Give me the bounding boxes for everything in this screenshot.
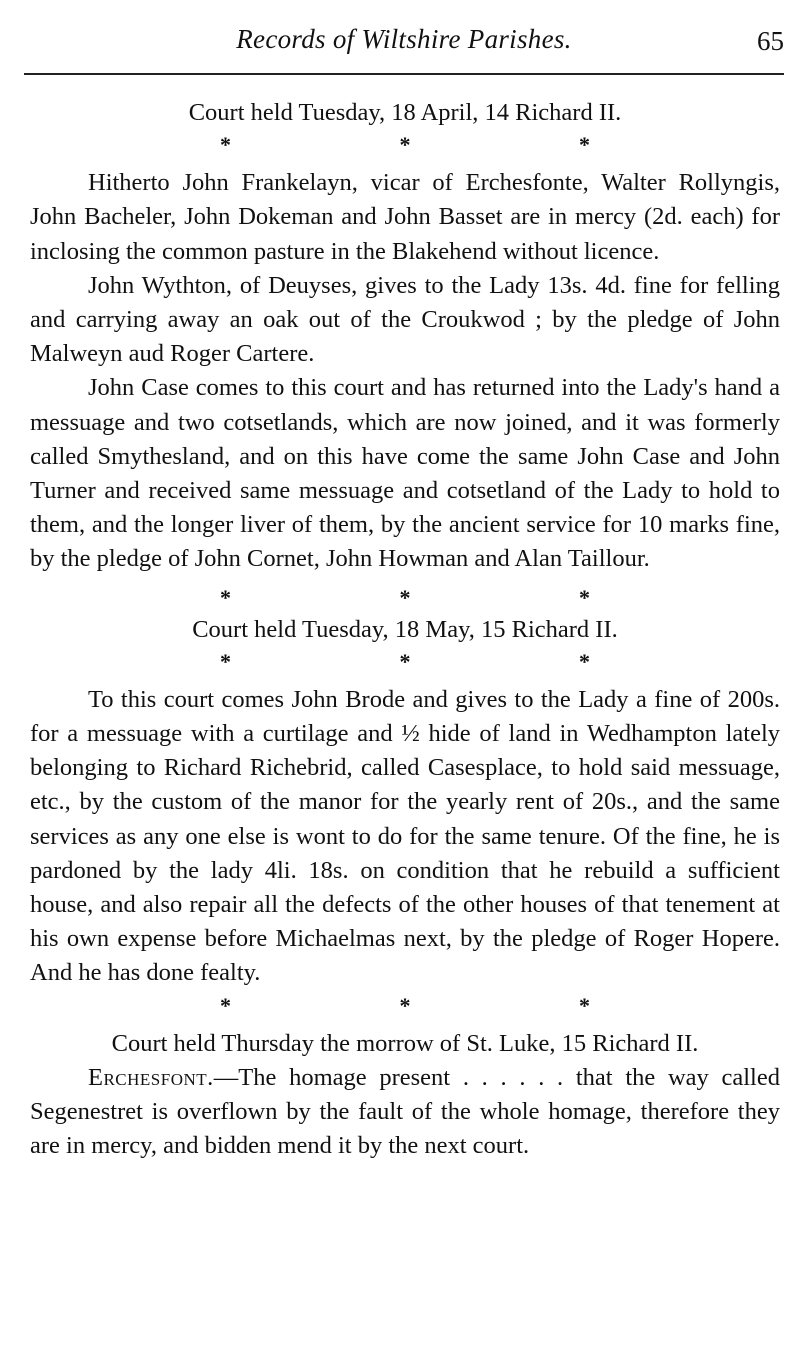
- separator-star: *: [579, 584, 590, 610]
- place-name: Erchesfont.: [88, 1063, 214, 1091]
- page-body: [30, 96, 780, 1163]
- separator-star: *: [579, 648, 590, 674]
- separator-star: *: [579, 992, 590, 1018]
- separator-star: *: [579, 132, 590, 158]
- section-separator: [30, 647, 780, 677]
- section-separator: [30, 583, 780, 613]
- paragraph: John Case comes to this court and has returned into the Lady's hand a messuage and two cotsetlands, which are now joined, and it was formerly called Smythesland, and on this have come the same John Case and John Turner and received same messuage and cotsetland of the Lady to hold to them, and the longer liver of them, by the ancient service for 10 marks fine, by the pledge of John Cornet, John Howman and Alan Taillour.: [30, 374, 780, 573]
- separator-star: *: [220, 132, 231, 158]
- separator-star: *: [399, 584, 411, 610]
- separator-star: *: [399, 648, 411, 674]
- header-rule: [24, 73, 784, 75]
- separator-star: *: [220, 992, 231, 1018]
- separator-star: *: [220, 584, 231, 610]
- paragraph: To this court comes John Brode and gives to the Lady a fine of 200s. for a messuage with a curtilage and ½ hide of land in Wedhampton lately belonging to Richard Richebrid, called Casesplace, to hold said messuage, etc., by the custom of the manor for the yearly rent of 20s., and the same services as any one else is wont to do for the same tenure. Of the fine, he is pardoned by the lady 4li. 18s. on condition that he rebuild a sufficient house, and also repair all the defects of the other houses of that tenement at his own expense before Michaelmas next, by the pledge of Roger Hopere. And he has done fealty.: [30, 685, 780, 987]
- page-number: 65: [757, 26, 784, 56]
- paragraph: [30, 1061, 780, 1164]
- separator-star: *: [220, 648, 231, 674]
- section-separator: [30, 130, 780, 160]
- court-heading-2: Court held Tuesday, 18 May, 15 Richard II.: [192, 615, 618, 643]
- paragraph-text: —The homage present . . . . . . that the way called Segenestret is overflown by the fault of the whole homage, therefore they are in mercy, and bidden mend it by the next court.: [30, 1063, 780, 1160]
- paragraph: John Wythton, of Deuyses, gives to the Lady 13s. 4d. fine for felling and carrying away an oak out of the Croukwod ; by the pledge of John Malweyn aud Roger Cartere.: [30, 271, 780, 368]
- paragraph: Hitherto John Frankelayn, vicar of Erchesfonte, Walter Rollyngis, John Bacheler, John Dokeman and John Basset are in mercy (2d. each) for inclosing the common pasture in the Blakehend without licence.: [30, 169, 780, 265]
- court-heading-3: Court held Thursday the morrow of St. Luke, 15 Richard II.: [111, 1029, 699, 1057]
- running-title: Records of Wiltshire Parishes.: [236, 24, 572, 54]
- separator-star: *: [399, 992, 411, 1018]
- court-heading-1: Court held Tuesday, 18 April, 14 Richard II.: [188, 99, 622, 126]
- separator-star: *: [399, 132, 411, 158]
- section-separator: [30, 991, 780, 1021]
- running-head: [24, 20, 784, 60]
